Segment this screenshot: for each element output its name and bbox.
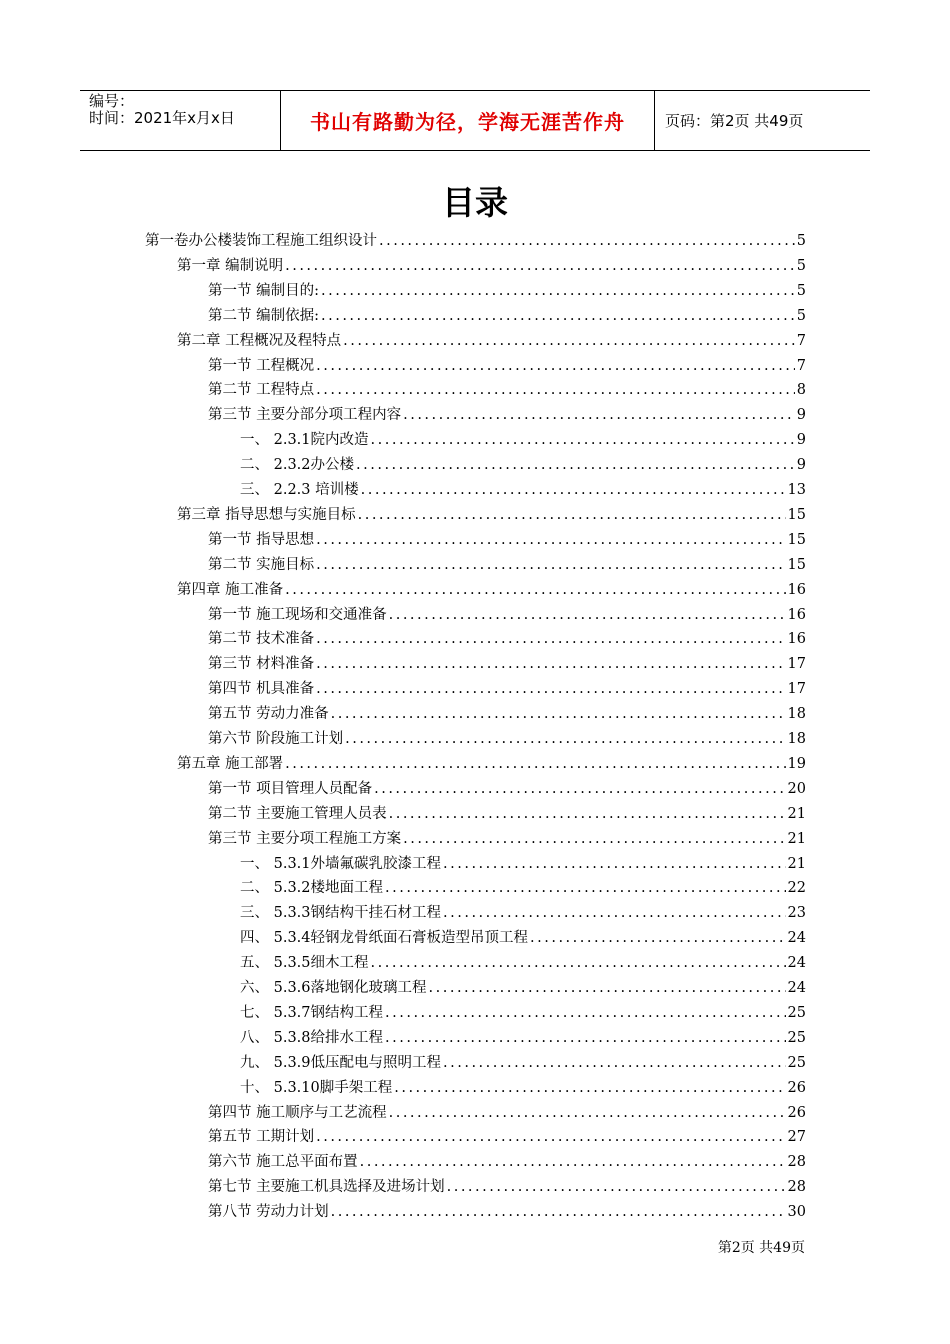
toc-leader-dots (394, 1076, 785, 1101)
toc-entry-label: 第三节 主要分项工程施工方案 (208, 830, 402, 847)
toc-entry-page: 18 (787, 731, 806, 747)
toc-entry-page: 21 (787, 830, 806, 847)
toc-entry-page: 16 (787, 581, 806, 598)
toc-entry-label: 第六节 施工总平面布置 (208, 1154, 358, 1171)
toc-leader-dots (331, 1200, 786, 1225)
toc-entry-page: 5 (796, 233, 806, 249)
toc-entry-label: 第六节 阶段施工计划 (208, 731, 344, 747)
number-label: 编号： (89, 92, 135, 110)
toc-entry[interactable] (177, 752, 806, 777)
toc-entry-page: 17 (787, 681, 806, 698)
toc-entry[interactable] (208, 677, 806, 702)
toc-entry-label: 一、 5.3.1外墙氟碳乳胶漆工程 (240, 855, 442, 872)
toc-entry-page: 20 (787, 780, 806, 797)
toc-entry[interactable] (240, 428, 806, 453)
toc-entry[interactable] (240, 926, 806, 951)
toc-entry-label: 三、 2.2.3 培训楼 (240, 482, 359, 498)
toc-leader-dots (331, 702, 786, 727)
toc-entry-page: 16 (787, 631, 806, 648)
toc-entry-page: 25 (787, 1004, 806, 1021)
toc-leader-dots (316, 1125, 785, 1150)
toc-title: 目录 (442, 183, 508, 222)
toc-entry-label: 第一节 项目管理人员配备 (208, 780, 373, 797)
toc-entry-label: 第一节 编制目的: (208, 282, 319, 299)
toc-entry-label: 第二节 工程特点 (208, 382, 315, 399)
toc-entry-label: 第三节 材料准备 (208, 656, 315, 673)
toc-entry-page: 22 (787, 880, 806, 897)
toc-entry-page: 9 (796, 457, 806, 474)
toc-entry-label: 七、 5.3.7钢结构工程 (240, 1004, 384, 1021)
toc-entry-page: 27 (787, 1129, 806, 1146)
toc-entry[interactable] (208, 702, 806, 727)
toc-entry-label: 二、 2.3.2办公楼 (240, 457, 355, 474)
toc-leader-dots (379, 229, 795, 254)
toc-leader-dots (371, 428, 795, 453)
toc-entry[interactable] (208, 727, 806, 752)
toc-entry-page: 17 (787, 656, 806, 673)
toc-entry-label: 第一卷办公楼装饰工程施工组织设计 (145, 233, 377, 249)
toc-entry-label: 第二章 工程概况及程特点 (177, 332, 342, 349)
toc-entry-page: 23 (787, 905, 806, 922)
toc-entry-page: 8 (796, 382, 806, 399)
toc-leader-dots (321, 279, 795, 304)
toc-entry[interactable] (208, 1101, 806, 1126)
toc-entry[interactable] (240, 1076, 806, 1101)
toc-leader-dots (321, 304, 795, 329)
toc-entry-page: 7 (796, 332, 806, 349)
toc-entry-label: 第一章 编制说明 (177, 257, 284, 274)
toc-leader-dots (345, 727, 785, 752)
toc-entry-label: 第四节 施工顺序与工艺流程 (208, 1104, 387, 1121)
toc-entry[interactable] (208, 378, 806, 403)
toc-leader-dots (403, 827, 785, 852)
time-label: 时间：2021年x月x日 (89, 109, 235, 127)
toc-leader-dots (429, 976, 786, 1001)
toc-entry-page: 26 (787, 1079, 806, 1096)
toc-entry[interactable] (208, 777, 806, 802)
toc-leader-dots (316, 528, 785, 553)
toc-entry-label: 第三章 指导思想与实施目标 (177, 506, 356, 523)
toc-entry-label: 第四章 施工准备 (177, 581, 284, 598)
header-motto: 书山有路勤为径，学海无涯苦作舟 (281, 91, 655, 150)
toc-entry-page: 24 (787, 955, 806, 972)
toc-entry[interactable] (240, 976, 806, 1001)
toc-entry-label: 八、 5.3.8给排水工程 (240, 1029, 384, 1046)
toc-entry-label: 第五节 工期计划 (208, 1129, 315, 1146)
toc-leader-dots (285, 752, 785, 777)
toc-entry-label: 第二节 编制依据: (208, 307, 319, 324)
toc-entry-label: 第一节 施工现场和交通准备 (208, 606, 387, 623)
toc-entry-page: 15 (787, 531, 806, 548)
toc-entry[interactable] (240, 453, 806, 478)
toc-entry-page: 25 (787, 1029, 806, 1046)
toc-leader-dots (385, 876, 786, 901)
toc-leader-dots (285, 578, 785, 603)
toc-entry-page: 30 (787, 1204, 806, 1221)
toc-entry[interactable] (145, 229, 806, 254)
header-page-info: 页码：第2页 共49页 (665, 112, 804, 130)
toc-entry-label: 四、 5.3.4轻钢龙骨纸面石膏板造型吊顶工程 (240, 930, 529, 947)
toc-leader-dots (371, 951, 786, 976)
page-header (80, 90, 870, 151)
toc-leader-dots (530, 926, 786, 951)
toc-leader-dots (447, 1175, 786, 1200)
toc-entry-page: 5 (796, 257, 806, 274)
toc-leader-dots (358, 503, 786, 528)
toc-entry[interactable] (177, 578, 806, 603)
toc-leader-dots (316, 677, 785, 702)
toc-entry-label: 二、 5.3.2楼地面工程 (240, 880, 384, 897)
toc-entry-page: 26 (787, 1104, 806, 1121)
toc-entry-page: 21 (787, 855, 806, 872)
toc-leader-dots (374, 777, 785, 802)
toc-leader-dots (443, 901, 786, 926)
toc-entry[interactable] (208, 627, 806, 652)
toc-entry-page: 15 (787, 556, 806, 573)
toc-leader-dots (316, 354, 795, 379)
toc-entry-page: 24 (787, 980, 806, 996)
toc-entry[interactable] (177, 254, 806, 279)
toc-entry-label: 第五节 劳动力准备 (208, 706, 329, 723)
toc-entry-page: 16 (787, 606, 806, 623)
toc-entry[interactable] (208, 603, 806, 628)
toc-entry-label: 第七节 主要施工机具选择及进场计划 (208, 1179, 445, 1196)
toc-entry[interactable] (240, 901, 806, 926)
toc-entry-page: 5 (796, 282, 806, 299)
toc-entry-page: 28 (787, 1154, 806, 1171)
toc-entry-label: 六、 5.3.6落地钢化玻璃工程 (240, 980, 427, 996)
header-info-cell (80, 91, 281, 150)
toc-entry-page: 5 (796, 307, 806, 324)
toc-leader-dots (385, 1001, 786, 1026)
toc-entry-page: 19 (787, 755, 806, 772)
toc-entry-label: 第四节 机具准备 (208, 681, 315, 698)
toc-entry[interactable] (240, 852, 806, 877)
toc-entry-page: 28 (787, 1179, 806, 1196)
toc-entry-page: 18 (787, 706, 806, 723)
toc-entry-page: 21 (787, 805, 806, 822)
toc-entry-page: 13 (787, 482, 806, 498)
toc-entry-label: 第一节 指导思想 (208, 531, 315, 548)
toc-entry[interactable] (240, 1051, 806, 1076)
toc-entry-label: 第八节 劳动力计划 (208, 1204, 329, 1221)
toc-entry-label: 第五章 施工部署 (177, 755, 284, 772)
toc-leader-dots (316, 378, 795, 403)
toc-entry-page: 24 (787, 930, 806, 947)
toc-entry-label: 九、 5.3.9低压配电与照明工程 (240, 1054, 442, 1071)
toc-leader-dots (343, 329, 795, 354)
toc-entry[interactable] (208, 528, 806, 553)
toc-entry[interactable] (208, 827, 806, 852)
toc-entry[interactable] (208, 553, 806, 578)
toc-leader-dots (389, 603, 786, 628)
toc-leader-dots (316, 627, 785, 652)
toc-entry[interactable] (208, 354, 806, 379)
toc-entry-page: 9 (796, 432, 806, 449)
toc-entry[interactable] (208, 1200, 806, 1225)
toc-entry-page: 15 (787, 506, 806, 523)
toc-entry-page: 9 (796, 407, 806, 424)
toc-entry-label: 第二节 实施目标 (208, 556, 315, 573)
toc-entry-label: 十、 5.3.10脚手架工程 (240, 1079, 393, 1096)
page-footer: 第2页 共49页 (717, 1240, 805, 1256)
toc-leader-dots (361, 478, 786, 503)
toc-entry-label: 第三节 主要分部分项工程内容 (208, 407, 402, 424)
toc-entry[interactable] (177, 329, 806, 354)
toc-entry[interactable] (240, 478, 806, 503)
toc-leader-dots (403, 403, 795, 428)
toc-entry[interactable] (208, 652, 806, 677)
toc-entry[interactable] (240, 951, 806, 976)
toc-entry-label: 第二节 主要施工管理人员表 (208, 805, 387, 822)
toc-entry[interactable] (177, 503, 806, 528)
toc-entry[interactable] (240, 876, 806, 901)
toc-leader-dots (389, 1101, 786, 1126)
toc-entry-label: 一、 2.3.1院内改造 (240, 432, 369, 449)
toc-entry-label: 五、 5.3.5细木工程 (240, 955, 369, 972)
toc-entry-page: 25 (787, 1054, 806, 1071)
toc-leader-dots (443, 852, 786, 877)
toc-entry[interactable] (208, 1150, 806, 1175)
toc-entry-label: 第二节 技术准备 (208, 631, 315, 648)
toc-entry-page: 7 (796, 357, 806, 374)
toc-entry[interactable] (208, 304, 806, 329)
toc-entry[interactable] (208, 1125, 806, 1150)
toc-entry[interactable] (240, 1001, 806, 1026)
toc-entry[interactable] (208, 403, 806, 428)
toc-leader-dots (316, 652, 785, 677)
toc-leader-dots (316, 553, 785, 578)
toc-leader-dots (360, 1150, 786, 1175)
toc-entry[interactable] (208, 1175, 806, 1200)
toc-entry-label: 三、 5.3.3钢结构干挂石材工程 (240, 905, 442, 922)
toc-leader-dots (356, 453, 795, 478)
toc-leader-dots (389, 802, 786, 827)
toc-entry[interactable] (208, 279, 806, 304)
toc-leader-dots (285, 254, 795, 279)
toc-entry[interactable] (208, 802, 806, 827)
toc-entry[interactable] (240, 1026, 806, 1051)
toc-leader-dots (443, 1051, 786, 1076)
toc-leader-dots (385, 1026, 786, 1051)
toc-entry-label: 第一节 工程概况 (208, 357, 315, 374)
